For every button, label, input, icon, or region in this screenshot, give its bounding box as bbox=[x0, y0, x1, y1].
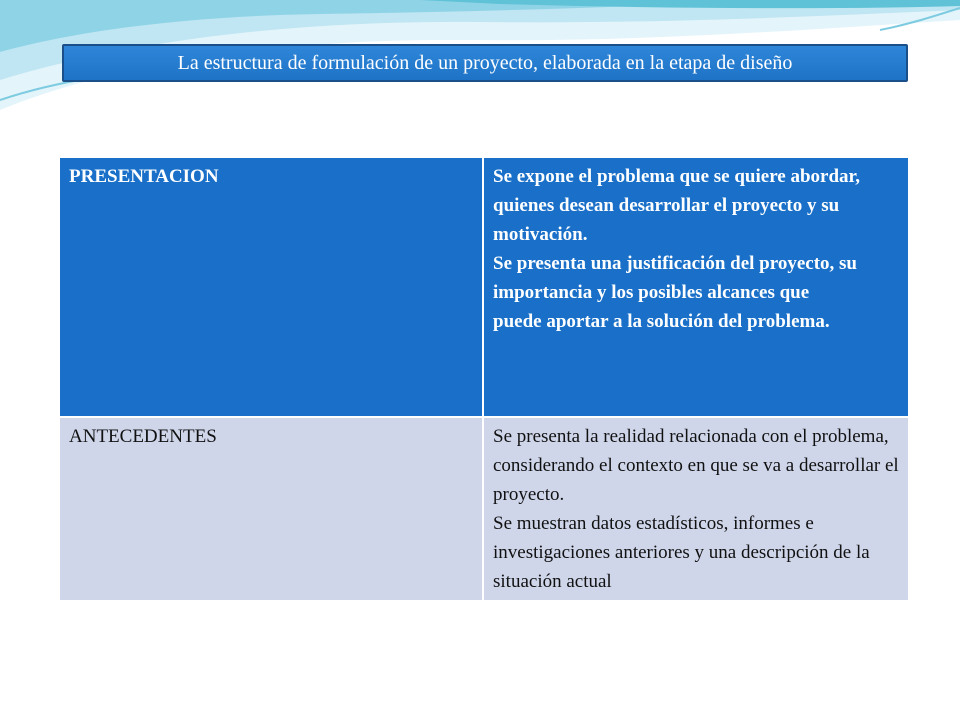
table-row-antecedentes bbox=[60, 417, 908, 600]
description-paragraph: Se presenta una justificación del proyecto, su importancia y los posibles alcances que bbox=[493, 253, 857, 303]
formulation-table bbox=[60, 158, 908, 600]
table-row-presentacion bbox=[60, 158, 908, 417]
row-description bbox=[483, 158, 908, 417]
description-paragraph: puede aportar a la solución del problema. bbox=[493, 311, 830, 332]
row-description bbox=[483, 417, 908, 600]
page-title: La estructura de formulación de un proyecto, elaborada en la etapa de diseño bbox=[62, 44, 908, 82]
description-paragraph: Se presenta la realidad relacionada con el problema, considerando el contexto en que se va a desarrollar el proyecto. bbox=[493, 426, 899, 505]
description-paragraph: Se muestran datos estadísticos, informes e investigaciones anteriores y una descripción de la situación actual bbox=[493, 513, 870, 592]
row-label: PRESENTACION bbox=[60, 158, 483, 417]
row-label: ANTECEDENTES bbox=[60, 417, 483, 600]
description-paragraph: Se expone el problema que se quiere abordar, quienes desean desarrollar el proyecto y su motivación. bbox=[493, 166, 860, 245]
